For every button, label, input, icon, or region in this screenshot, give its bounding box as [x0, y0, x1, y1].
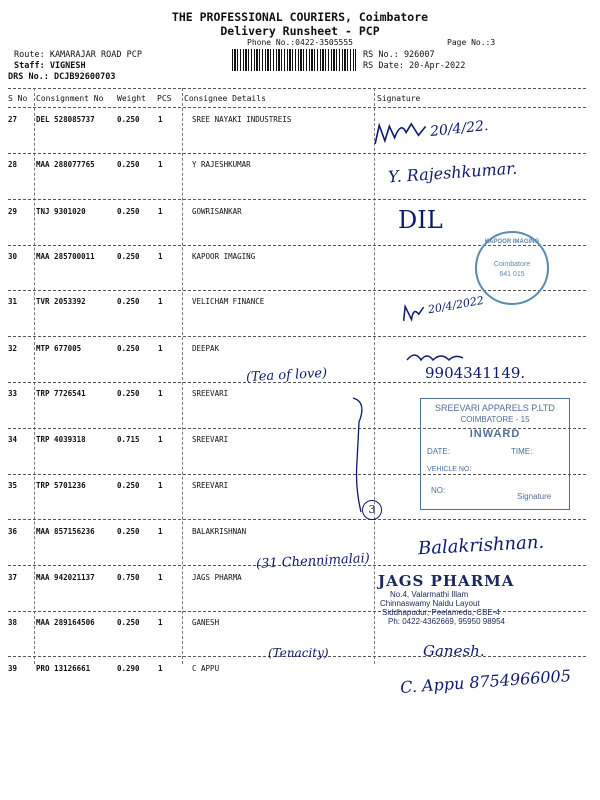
signature-row-29: DIL [398, 206, 443, 234]
row-weight: 0.750 [117, 573, 140, 582]
column-header-sno: S No [8, 94, 28, 103]
signature-scribble [399, 301, 430, 326]
row-pcs: 1 [158, 115, 163, 124]
row-sno: 35 [8, 481, 18, 490]
row-divider [8, 519, 586, 520]
column-header-pcs: PCS [157, 94, 172, 103]
stamp-city: COIMBATORE - 15 [460, 415, 530, 424]
note-row-38: (Tenacity) [268, 646, 329, 660]
signature-row-31 [399, 291, 486, 325]
row-consignment: TNJ 9301020 [36, 207, 86, 216]
stamp-time-label: TIME: [511, 447, 533, 456]
row-consignment: TRP 5701236 [36, 481, 86, 490]
row-sno: 28 [8, 160, 18, 169]
stamp-phone: Ph: 0422-4362669, 95950 98954 [388, 617, 505, 626]
page-number: Page No.:3 [447, 38, 496, 47]
row-consignment: MAA 289164506 [36, 618, 95, 627]
stamp-city: Coimbatore [493, 261, 531, 268]
row-sno: 33 [8, 389, 18, 398]
row-divider [8, 153, 586, 154]
row-consignee: DEEPAK [192, 344, 220, 353]
row-consignment: MAA 288077765 [36, 160, 95, 169]
column-header-consignment: Consignment No [36, 94, 104, 103]
row-consignee: KAPOOR IMAGING [192, 252, 256, 261]
row-sno: 34 [8, 435, 18, 444]
row-consignee: BALAKRISHNAN [192, 527, 247, 536]
row-pcs: 1 [158, 389, 163, 398]
stamp-signature-label: Signature [517, 492, 552, 501]
route-label: Route: KAMARAJAR ROAD PCP [14, 50, 142, 60]
document-title: THE PROFESSIONAL COURIERS, Coimbatore [171, 10, 429, 24]
row-weight: 0.250 [117, 618, 140, 627]
header-bottom-rule [8, 107, 586, 108]
rs-date: RS Date: 20-Apr-2022 [363, 61, 466, 71]
table-row [0, 115, 600, 129]
row-consignee: SREEVARI [192, 389, 229, 398]
jags-pharma-stamp [378, 572, 568, 626]
stamp-address-line: No.4, Valarmathi Illam [390, 590, 469, 599]
row-sno: 39 [8, 664, 18, 673]
row-pcs: 1 [158, 664, 163, 673]
stamp-pin: 641 015 [499, 271, 525, 278]
table-row [0, 207, 600, 221]
row-sno: 27 [8, 115, 18, 124]
stamp-inward-label: INWARD [469, 428, 521, 440]
row-consignee: SREEVARI [192, 435, 229, 444]
column-header-consignee: Consignee Details [184, 94, 266, 103]
row-pcs: 1 [158, 207, 163, 216]
stamp-company-name: JAGS PHARMA [378, 572, 515, 590]
row-pcs: 1 [158, 297, 163, 306]
row-sno: 37 [8, 573, 18, 582]
row-consignee: SREE NAYAKI INDUSTREIS [192, 115, 292, 124]
row-sno: 38 [8, 618, 18, 627]
row-weight: 0.250 [117, 389, 140, 398]
signature-scribble [405, 350, 465, 364]
row-sno: 36 [8, 527, 18, 536]
row-consignment: DEL 528085737 [36, 115, 95, 124]
row-pcs: 1 [158, 160, 163, 169]
row-sno: 31 [8, 297, 18, 306]
row-pcs: 1 [158, 573, 163, 582]
signature-date: 20/4/2022 [427, 293, 485, 317]
row-consignment: MAA 285700011 [36, 252, 95, 261]
stamp-address-line: Siddhapudur, Peelamedu, CBE-4 [382, 608, 500, 617]
row-pcs: 1 [158, 435, 163, 444]
signature-date: 20/4/22. [429, 117, 490, 140]
row-weight: 0.250 [117, 160, 140, 169]
row-consignee: SREEVARI [192, 481, 229, 490]
row-consignee: GOWRISANKAR [192, 207, 242, 216]
row-consignee: JAGS PHARMA [192, 573, 242, 582]
staff-label: Staff: VIGNESH [14, 61, 86, 71]
document-subtitle: Delivery Runsheet - PCP [220, 24, 380, 38]
row-sno: 29 [8, 207, 18, 216]
row-divider [8, 336, 586, 337]
row-weight: 0.715 [117, 435, 140, 444]
row-pcs: 1 [158, 527, 163, 536]
stamp-company-name: KAPOOR IMAGING [484, 239, 540, 245]
row-pcs: 1 [158, 344, 163, 353]
row-consignee: VELICHAM FINANCE [192, 297, 265, 306]
company-stamp-round [475, 231, 549, 305]
stamp-no-label: NO: [431, 486, 446, 495]
stamp-address-line: Chinnaswamy Naidu Layout [380, 599, 480, 608]
signature-row-36: Balakrishnan. [417, 531, 545, 560]
row-consignment: MTP 677005 [36, 344, 82, 353]
signature-row-32-phone: 9904341149. [425, 364, 526, 382]
row-pcs: 1 [158, 618, 163, 627]
barcode [232, 49, 356, 71]
rs-number: RS No.: 926007 [363, 50, 435, 60]
row-divider [8, 199, 586, 200]
row-weight: 0.250 [117, 297, 140, 306]
row-consignee: GANESH [192, 618, 220, 627]
row-consignment: PRO 13126661 [36, 664, 91, 673]
note-row-35: 3 [362, 500, 382, 520]
table-row [0, 344, 600, 358]
row-consignment: MAA 857156236 [36, 527, 95, 536]
row-consignment: TRP 4039318 [36, 435, 86, 444]
row-weight: 0.250 [117, 344, 140, 353]
row-sno: 30 [8, 252, 18, 261]
row-weight: 0.250 [117, 207, 140, 216]
stamp-date-label: DATE: [427, 447, 450, 456]
row-sno: 32 [8, 344, 18, 353]
row-consignment: MAA 942021137 [36, 573, 95, 582]
row-weight: 0.250 [117, 527, 140, 536]
column-header-signature: Signature [377, 94, 421, 103]
row-weight: 0.290 [117, 664, 140, 673]
row-consignment: TRP 7726541 [36, 389, 86, 398]
row-weight: 0.250 [117, 115, 140, 124]
note-row-37: (31 Chennimalai) [255, 551, 371, 572]
row-pcs: 1 [158, 252, 163, 261]
signature-row-28: Y. Rajeshkumar. [387, 158, 518, 187]
row-consignee: Y RAJESHKUMAR [192, 160, 251, 169]
signature-row-39: C. Appu 8754966005 [399, 666, 572, 697]
stamp-company-name: SREEVARI APPARELS P.LTD [435, 403, 555, 413]
inward-stamp [420, 398, 570, 510]
column-header-weight: Weight [117, 94, 146, 103]
row-weight: 0.250 [117, 481, 140, 490]
signature-scribble [371, 116, 432, 150]
signature-row-38: Ganesh. [423, 642, 485, 660]
row-weight: 0.250 [117, 252, 140, 261]
header-top-rule [8, 88, 586, 89]
drs-number: DRS No.: DCJB92600703 [8, 72, 116, 82]
stamp-vehicle-label: VEHICLE NO: [427, 466, 472, 473]
row-pcs: 1 [158, 481, 163, 490]
phone-number: Phone No.:0422-3505555 [247, 38, 353, 47]
row-consignment: TVR 2053392 [36, 297, 86, 306]
note-row-32: (Tea of love) [245, 365, 328, 386]
row-consignee: C APPU [192, 664, 220, 673]
